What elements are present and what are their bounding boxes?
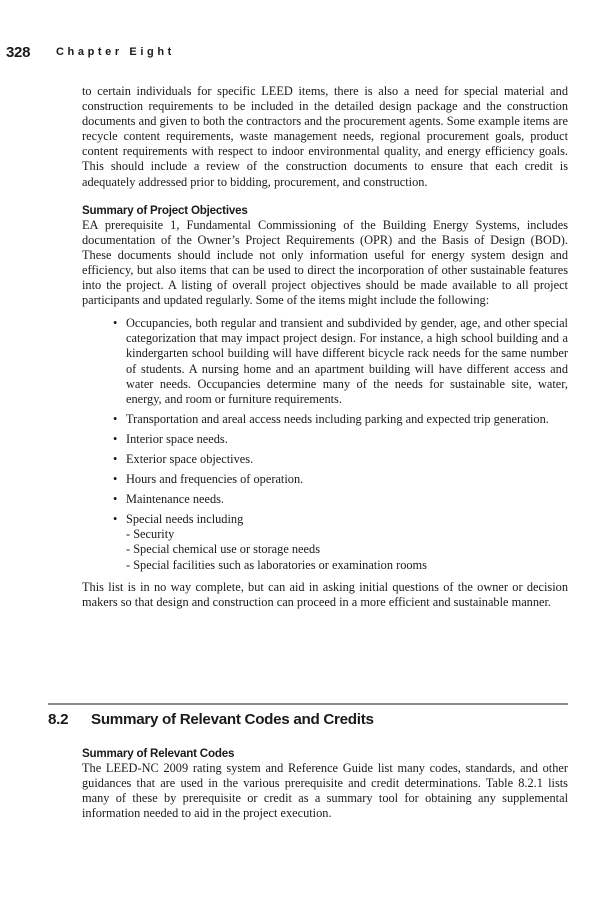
special-needs-sublist (126, 527, 568, 572)
objectives-paragraph: EA prerequisite 1, Fundamental Commissioning of the Building Energy Systems, includes documentation of the Owner’s Project Requirements (OPR) and the Basis of Design (BOD). These documents should include not only information useful for energy system design and efficiency, but also items that can be used to direct the incorporation of other sustainable features into the project. A listing of overall project objectives should be made available to all project participants and updated regularly. Some of the items might include the following: (82, 217, 568, 308)
sub-list-item: - Special facilities such as laboratories or examination rooms (126, 557, 427, 572)
closing-paragraph: This list is in no way complete, but can aid in asking initial questions of the owner or decision makers so that design and construction can proceed in a more efficient and sustainable manner. (82, 579, 568, 609)
objectives-list (82, 316, 568, 572)
list-item (126, 412, 568, 427)
codes-heading: Summary of Relevant Codes (82, 747, 235, 760)
running-header (6, 44, 608, 62)
chapter-label: Chapter Eight (56, 46, 175, 58)
section-title: Summary of Relevant Codes and Credits (91, 711, 374, 728)
section-number: 8.2 (48, 711, 69, 728)
list-item (126, 492, 568, 507)
list-item (126, 512, 568, 572)
list-item (126, 472, 568, 487)
intro-paragraph: to certain individuals for specific LEED items, there is also a need for special material and construction requirements to be included in the detailed design package and the construction documents and given to both the contractors and the procurement agents. Some example items are recycle content requirements, waste management needs, regional procurement goals, product content requirements with respect to indoor environmental quality, and energy efficiency goals. This should include a review of the construction documents to ensure that each credit is adequately addressed prior to bidding, procurement, and construction. (82, 84, 568, 189)
list-item-text: Occupancies, both regular and transient and subdivided by gender, age, and other special categorization that may impact project design. For instance, a high school building and a kindergarten school building will have different bicycle rack needs for the same number of students. A nursing home and an apartment building will have different access and water needs. Occupancies determine many of the needs for sustainable site, water, energy, and room or furniture requirements. (126, 316, 568, 406)
page-number: 328 (6, 44, 31, 61)
sub-list-item: - Security (126, 527, 175, 542)
list-item-text: Transportation and areal access needs including parking and expected trip generation. (126, 411, 549, 426)
list-item (126, 316, 568, 407)
list-item (126, 432, 568, 447)
section-divider (48, 703, 568, 705)
list-item-text: Maintenance needs. (126, 492, 225, 507)
list-item (126, 452, 568, 467)
list-item-text: Hours and frequencies of operation. (126, 472, 304, 487)
codes-text-column (82, 746, 568, 821)
list-item-text: Exterior space objectives. (126, 451, 254, 466)
codes-paragraph: The LEED-NC 2009 rating system and Reference Guide list many codes, standards, and other guidances that are used in the various prerequisite and credit determinations. Table 8.2.1 lists many of these by prerequisite or credit as a summary tool for obtaining any supplemental information needed to aid in the project execution. (82, 761, 568, 821)
sub-list-item: - Special chemical use or storage needs (126, 542, 320, 557)
section-heading (48, 710, 568, 730)
main-text-column (82, 84, 568, 610)
list-item-text: Special needs including (126, 512, 244, 527)
objectives-heading: Summary of Project Objectives (82, 203, 248, 217)
list-item-text: Interior space needs. (126, 431, 228, 446)
